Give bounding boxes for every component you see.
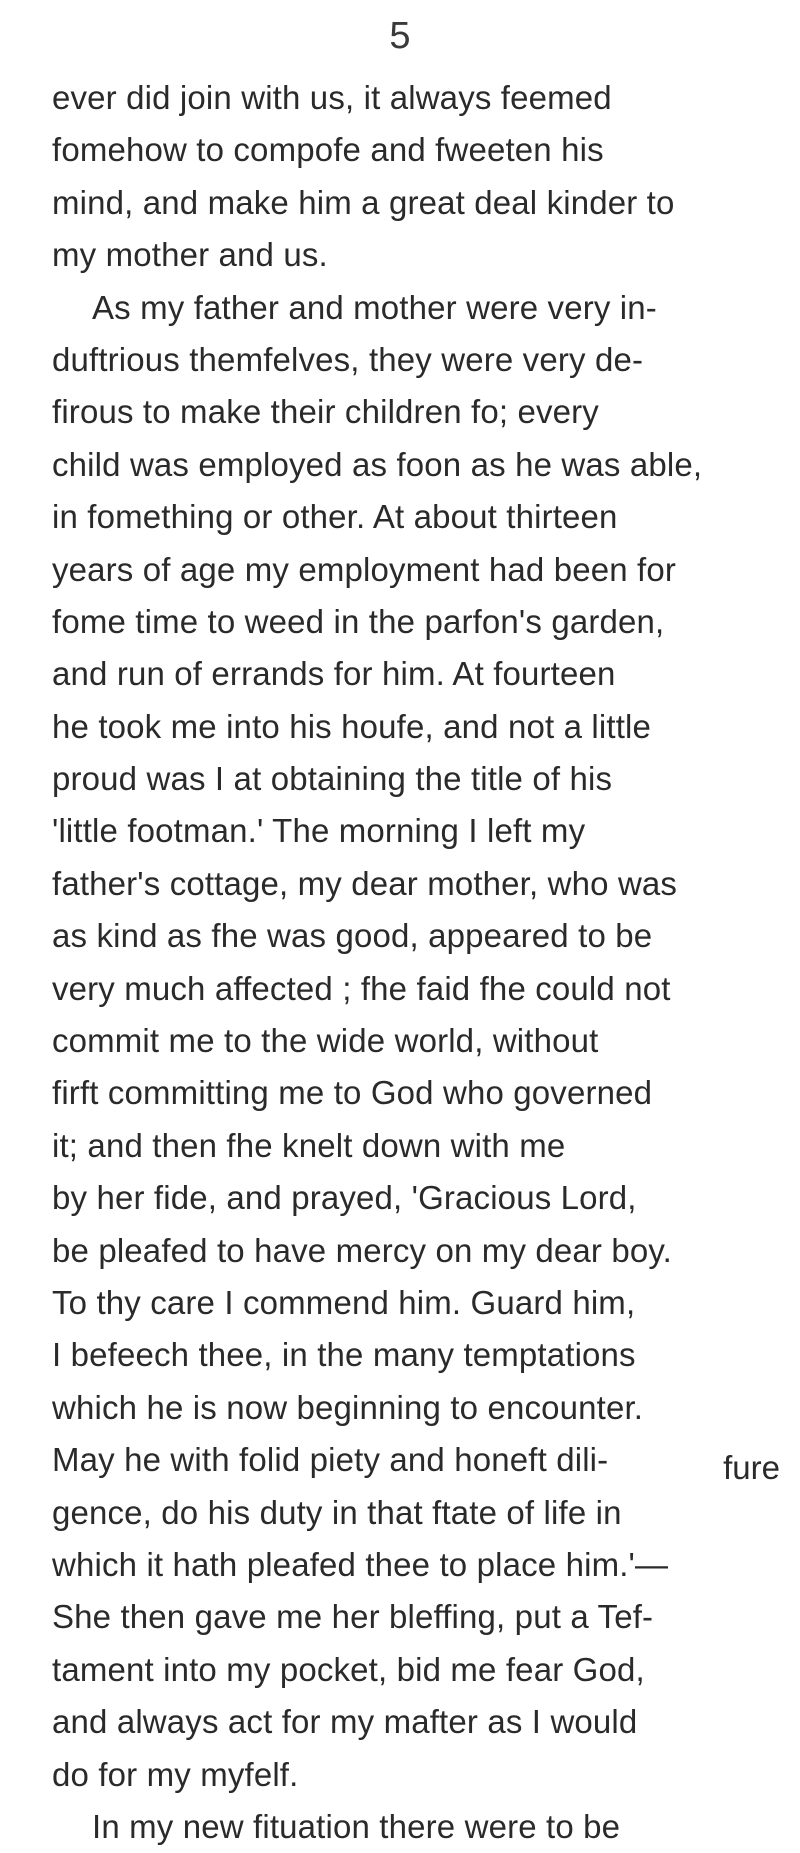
text-line: She then gave me her bleffing, put a Tef- — [52, 1598, 654, 1636]
text-line: which it hath pleafed thee to place him.'— — [52, 1545, 669, 1583]
text-line: child was employed as foon as he was able, — [52, 445, 703, 483]
text-line: firous to make their children fo; every — [52, 393, 599, 431]
text-line: I befeech thee, in the many temptations — [52, 1336, 636, 1374]
text-line: years of age my employment had been for — [52, 550, 677, 588]
text-line: my mother and us. — [52, 236, 328, 274]
text-line: mind, and make him a great deal kinder to — [52, 183, 675, 221]
page-number: 5 — [389, 15, 411, 57]
text-line: In my new fituation there were to be — [92, 1807, 621, 1845]
body-text — [52, 72, 782, 1853]
catchword: fure — [723, 1449, 780, 1486]
text-line: gence, do his duty in that ftate of life in — [52, 1493, 622, 1531]
text-line: and always act for my mafter as I would — [52, 1703, 638, 1741]
text-line: duftrious themfelves, they were very de- — [52, 340, 644, 378]
text-line: firft committing me to God who governed — [52, 1074, 653, 1112]
text-line: commit me to the wide world, without — [52, 1022, 599, 1060]
text-line: As my father and mother were very in- — [92, 288, 657, 326]
text-line: proud was I at obtaining the title of his — [52, 760, 613, 798]
text-line: fomehow to compofe and fweeten his — [52, 131, 604, 169]
text-line: in fomething or other. At about thirteen — [52, 498, 618, 536]
text-line: very much affected ; fhe faid fhe could not — [52, 969, 671, 1007]
text-line: father's cottage, my dear mother, who was — [52, 864, 678, 902]
text-line: as kind as fhe was good, appeared to be — [52, 917, 653, 955]
text-line: be pleafed to have mercy on my dear boy. — [52, 1231, 672, 1269]
text-line: by her fide, and prayed, 'Gracious Lord, — [52, 1179, 637, 1217]
text-line: it; and then fhe knelt down with me — [52, 1126, 566, 1164]
text-line: and run of errands for him. At fourteen — [52, 655, 616, 693]
text-line: which he is now beginning to encounter. — [52, 1388, 644, 1426]
text-line: 'little footman.' The morning I left my — [52, 812, 586, 850]
text-line: do for my myfelf. — [52, 1755, 299, 1793]
text-line: fome time to weed in the parfon's garden, — [52, 602, 665, 640]
text-line: ever did join with us, it always feemed — [52, 79, 612, 116]
text-line: he took me into his houfe, and not a little — [52, 707, 651, 745]
text-line: tament into my pocket, bid me fear God, — [52, 1650, 645, 1688]
text-line: To thy care I commend him. Guard him, — [52, 1283, 636, 1321]
text-line: May he with folid piety and honeft dili- — [52, 1441, 609, 1479]
